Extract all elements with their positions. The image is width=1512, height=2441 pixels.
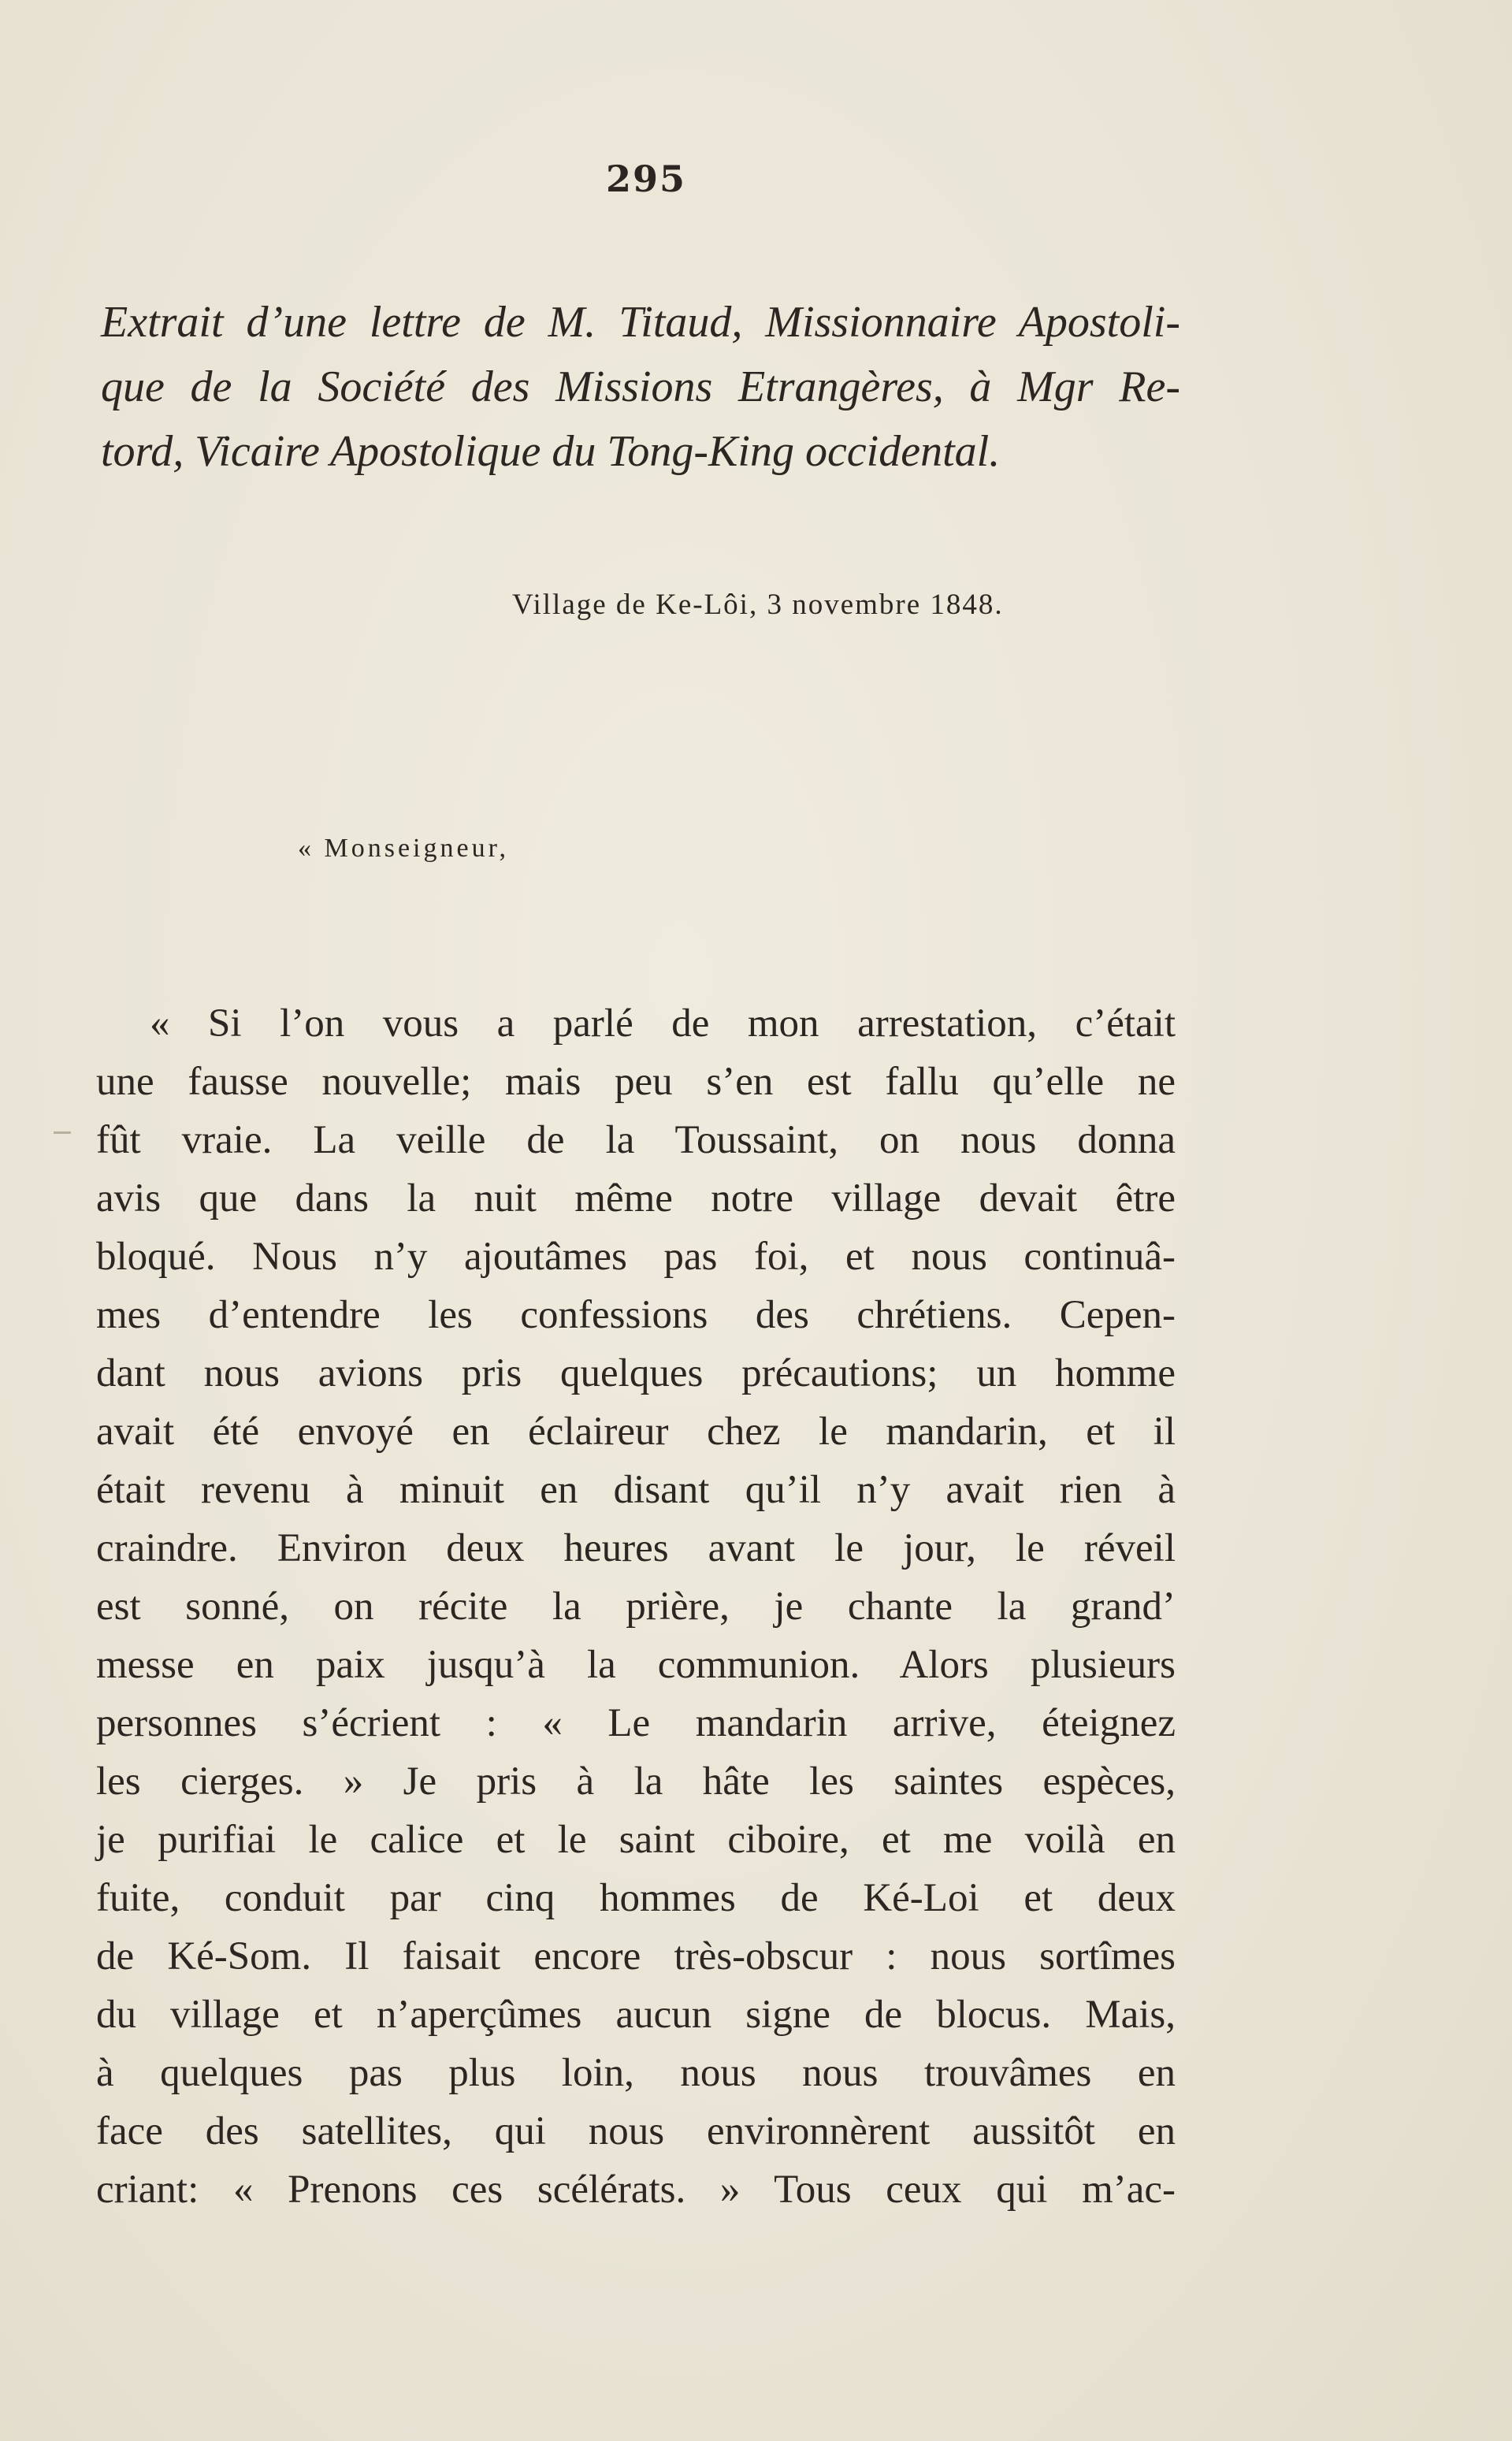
body-line: de Ké-Som. Il faisait encore très-obscur : nous sortîmes [96, 1934, 1176, 1978]
body-line: était revenu à minuit en disant qu’il n’y avait rien à [96, 1468, 1176, 1512]
body-line: mes d’entendre les confessions des chrétiens. Cepen- [96, 1293, 1176, 1337]
body-line: fût vraie. La veille de la Toussaint, on nous donna [96, 1118, 1176, 1162]
body-line: une fausse nouvelle; mais peu s’en est fallu qu’elle ne [96, 1060, 1176, 1104]
body-line: est sonné, on récite la prière, je chante la grand’ [96, 1585, 1176, 1629]
body-line: face des satellites, qui nous environnèrent aussitôt en [96, 2109, 1176, 2153]
body-line: avait été envoyé en éclaireur chez le mandarin, et il [96, 1410, 1176, 1454]
body-line: « Si l’on vous a parlé de mon arrestation, c’était [150, 1001, 1176, 1046]
letter-heading [101, 290, 1180, 484]
heading-line: tord, Vicaire Apostolique du Tong-King occidental. [101, 427, 1001, 476]
page-number: 295 [605, 158, 687, 200]
margin-mark [54, 1131, 71, 1134]
body-line: messe en paix jusqu’à la communion. Alors plusieurs [96, 1643, 1176, 1687]
letter-body [96, 994, 1176, 2219]
body-line: à quelques pas plus loin, nous nous trouvâmes en [96, 2051, 1176, 2095]
body-line: dant nous avions pris quelques précautions; un homme [96, 1351, 1176, 1395]
heading-line: Extrait d’une lettre de M. Titaud, Missionnaire Apostoli- [101, 298, 1180, 347]
body-line: je purifiai le calice et le saint ciboire, et me voilà en [96, 1818, 1176, 1862]
dateline: Village de Ke-Lôi, 3 novembre 1848. [512, 589, 1004, 621]
body-line: avis que dans la nuit même notre village devait être [96, 1176, 1176, 1220]
body-line: personnes s’écrient : « Le mandarin arrive, éteignez [96, 1701, 1176, 1745]
body-line: du village et n’aperçûmes aucun signe de blocus. Mais, [96, 1993, 1176, 2037]
heading-line: que de la Société des Missions Etrangères, à Mgr Re- [101, 362, 1180, 411]
salutation: « Monseigneur, [298, 834, 510, 863]
body-line: bloqué. Nous n’y ajoutâmes pas foi, et nous continuâ- [96, 1235, 1176, 1279]
body-line: les cierges. » Je pris à la hâte les saintes espèces, [96, 1759, 1176, 1804]
body-line: criant: « Prenons ces scélérats. » Tous ceux qui m’ac- [96, 2168, 1176, 2212]
body-line: fuite, conduit par cinq hommes de Ké-Loi et deux [96, 1876, 1176, 1920]
body-line: craindre. Environ deux heures avant le jour, le réveil [96, 1526, 1176, 1570]
